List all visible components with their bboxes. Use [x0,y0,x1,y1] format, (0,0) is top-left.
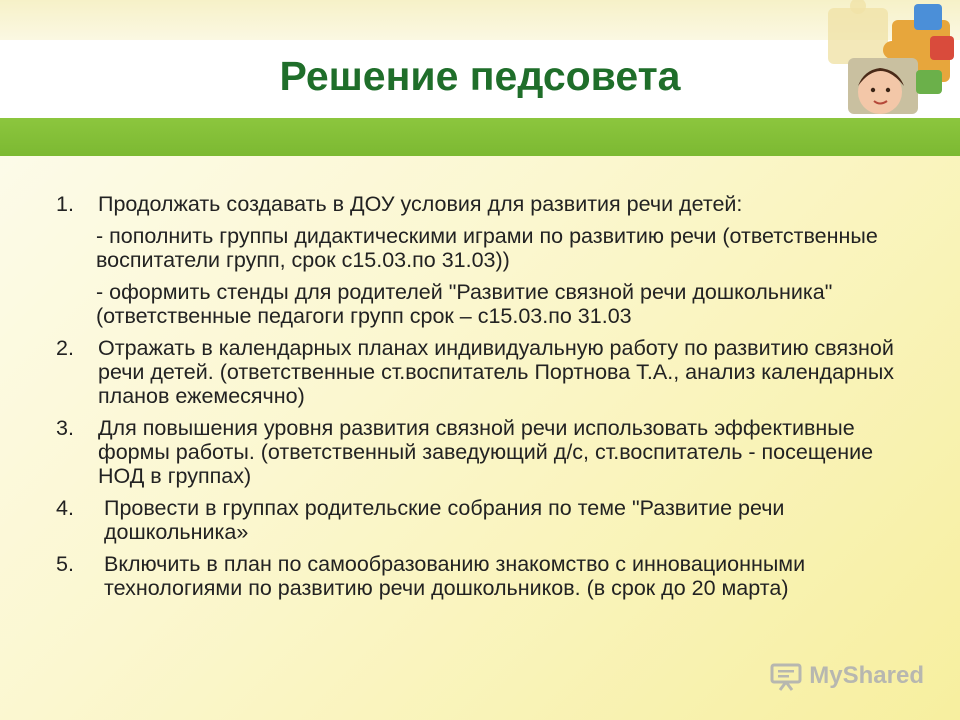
list-item-1 [56,192,916,216]
sub-item-1: - пополнить группы дидактическими играми по развитию речи (ответственные воспитатели групп, срок с15.03.по 31.03)) [96,224,878,272]
list-number: 4. [56,496,74,520]
list-item-text: Включить в план по самообразованию знакомство с инновационными технологиями по развитию речи дошкольников. (в срок до 20 марта) [104,552,806,600]
list-item-3 [56,416,916,488]
list-item-2 [56,336,916,408]
presentation-screen-icon [769,661,803,691]
list-number: 1. [56,192,74,216]
list-item-text: Для повышения уровня развития связной речи использовать эффективные формы работы. (ответственный заведующий д/с, ст.воспитатель - посещение НОД в группах) [98,416,874,488]
list-number: 3. [56,416,74,440]
list-item-text: Продолжать создавать в ДОУ условия для развития речи детей: [98,192,743,216]
sub-item-2: - оформить стенды для родителей "Развитие связной речи дошкольника" (ответственные педагоги групп срок – с15.03.по 31.03 [96,280,833,328]
puzzle-child-icon [818,0,960,118]
list-number: 2. [56,336,74,360]
top-band [0,0,960,40]
list-item-5 [56,552,916,600]
list-item-4 [56,496,916,544]
list-number: 5. [56,552,74,576]
slide-title: Решение педсовета [279,53,681,99]
slide-body [56,192,916,608]
watermark-text: MyShared [809,662,924,689]
watermark [769,660,924,692]
green-band [0,118,960,156]
list-item-text: Отражать в календарных планах индивидуальную работу по развитию связной речи детей. (ответственные ст.воспитатель Портнова Т.А., анализ календарных планов ежемесячно) [98,336,895,408]
list-item-text: Провести в группах родительские собрания по теме "Развитие речи дошкольника» [104,496,785,544]
